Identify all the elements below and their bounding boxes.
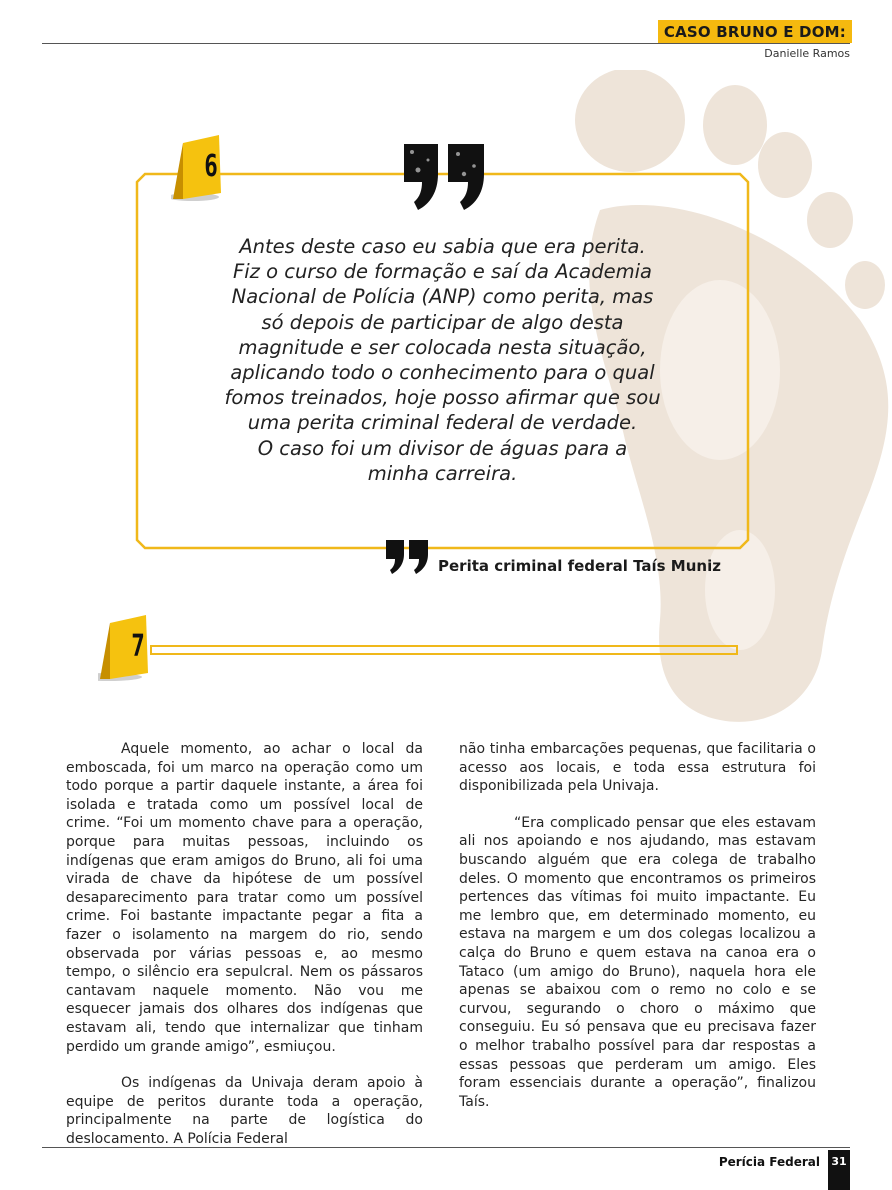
evidence-marker-6 xyxy=(183,133,233,203)
author-name: Danielle Ramos xyxy=(764,47,850,60)
paragraph: Os indígenas da Univaja deram apoio à equipe de peritos durante toda a operação, principalmente na parte de logística do deslocamento. A Polícia Federal xyxy=(66,1075,423,1147)
marker-number: 7 xyxy=(131,629,145,664)
footer-rule xyxy=(42,1147,850,1148)
quote-attribution: Perita criminal federal Taís Muniz xyxy=(438,557,721,575)
evidence-marker-7 xyxy=(110,613,160,683)
body-column-right xyxy=(459,740,816,1111)
close-quote-icon xyxy=(384,538,430,576)
paragraph: não tinha embarcações pequenas, que facilitaria o acesso aos locais, e toda essa estrutura foi disponibilizada pela Univaja. xyxy=(459,741,816,795)
body-column-left xyxy=(66,740,423,1148)
paragraph: Aquele momento, ao achar o local da emboscada, foi um marco na operação como um todo porque a partir daquele instante, a área foi isolada e tratada como um possível local de crime. “Foi um momento chave para a operação, porque para muitas pessoas, incluindo os indígenas que eram amigos do Bruno, ali foi uma virada de chave da hipótese de um possível desaparecimento para tratar como um possível crime. Foi bastante impactante pegar a fita a fazer o isolamento na margem do rio, sendo observada por várias pessoas e, ao mesmo tempo, o silêncio era sepulcral. Nem os pássaros cantavam naquele momento. Não vou me esquecer jamais dos olhares dos indígenas que estavam ali, tendo que internalizar que tinham perdido um grande amigo”, esmiuçou. xyxy=(66,741,423,1055)
header-rule xyxy=(42,43,850,44)
publication-name: Perícia Federal xyxy=(718,1155,820,1169)
page-number: 31 xyxy=(828,1150,850,1190)
open-quote-icon xyxy=(398,140,490,212)
marker-number: 6 xyxy=(204,149,218,184)
divider-line xyxy=(150,645,738,655)
paragraph: “Era complicado pensar que eles estavam ali nos apoiando e nos ajudando, mas estavam buscando alguém que era colega de trabalho deles. O momento que encontramos os primeiros pertences das vítimas foi muito impactante. Eu me lembro que, em determinado momento, eu estava na margem e um dos colegas localizou a calça do Bruno e quem estava na canoa era o Tataco (um amigo do Bruno), naquela hora ele apenas se abaixou com o remo no colo e se curvou, segurando o choro o máximo que conseguiu. Eu só pensava que eu precisava fazer o melhor trabalho possível para dar respostas a essas pessoas que perderam um amigo. Eles foram essenciais durante a operação”, finalizou Taís. xyxy=(459,814,816,1110)
section-tag: CASO BRUNO E DOM: xyxy=(658,20,852,43)
quote-text: Antes deste caso eu sabia que era perita. Fiz o curso de formação e saí da Academia Nacional de Polícia (ANP) como perita, mas só depois de participar de algo desta magnitude e ser colocada nesta situação, aplicando todo o conhecimento para o qual fomos treinados, hoje posso afirmar que sou uma perita criminal federal de verdade. O caso foi um divisor de águas para a minha carreira. xyxy=(224,235,661,485)
